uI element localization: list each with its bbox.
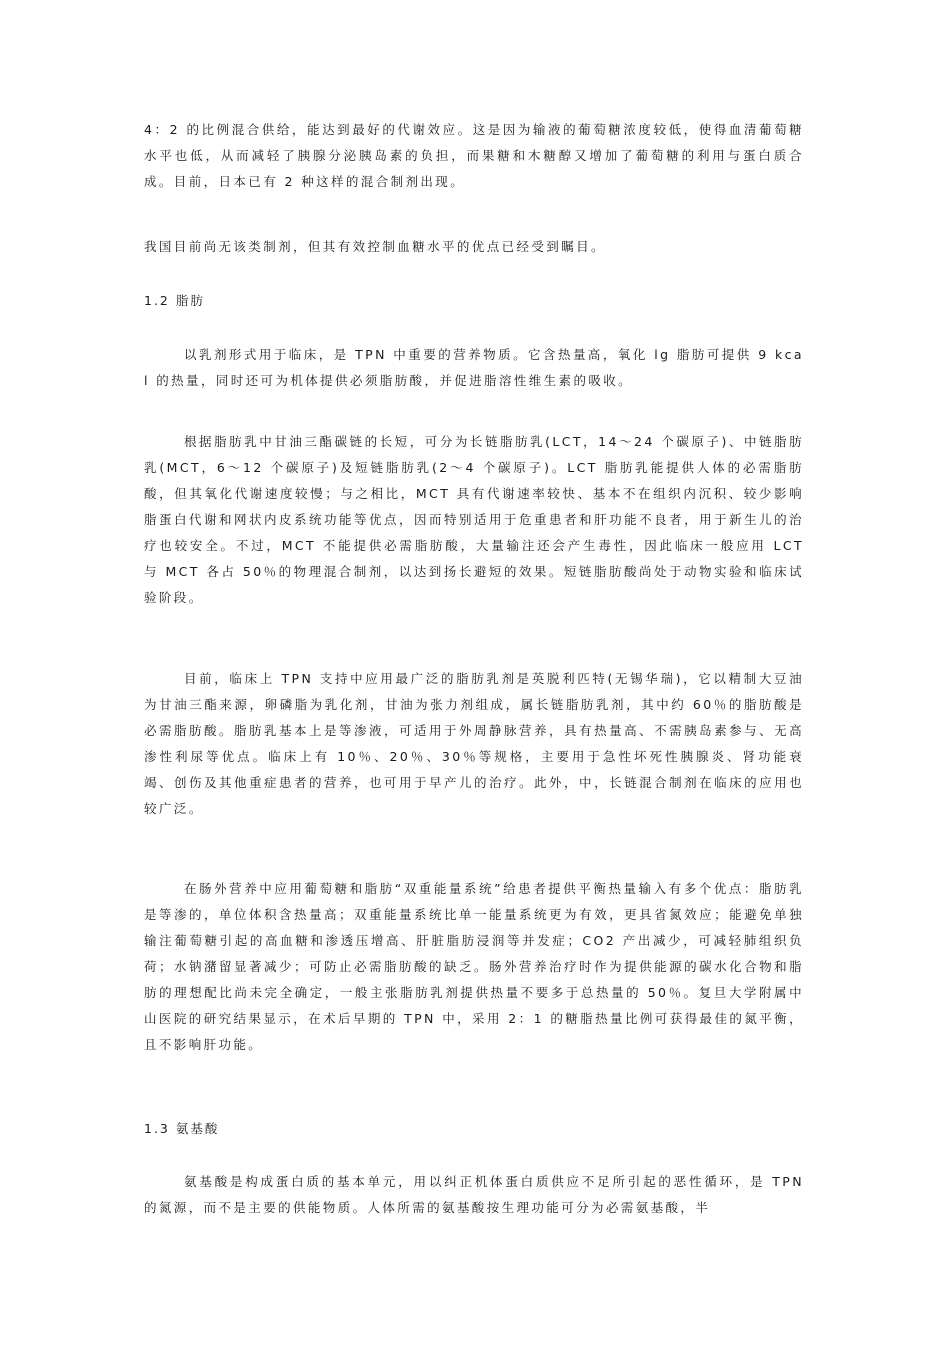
paragraph-amino-acids-intro: 氨基酸是构成蛋白质的基本单元，用以纠正机体蛋白质供应不足所引起的恶性循环，是 TPN 的氮源，而不是主要的供能物质。人体所需的氨基酸按生理功能可分为必需氨基酸，半	[144, 1174, 804, 1215]
paragraph-fat-emulsion-types: 根据脂肪乳中甘油三酯碳链的长短，可分为长链脂肪乳(LCT，14～24 个碳原子)、中链脂肪乳(MCT，6～12 个碳原子)及短链脂肪乳(2～4 个碳原子)。LCT 脂肪乳能提供人体的必需脂肪酸，但其氧化代谢速度较慢；与之相比，MCT 具有代谢速率较快、基本不在组织内沉积、较少影响脂蛋白代谢和网状内皮系统功能等优点，因而特别适用于危重患者和肝功能不良者，用于新生儿的治疗也较安全。不过，MCT 不能提供必需脂肪酸，大量输注还会产生毒性，因此临床一般应用 LCT 与 MCT 各占 50％的物理混合制剂，以达到扬长避短的效果。短链脂肪酸尚处于动物实验和临床试验阶段。	[144, 434, 804, 605]
section-heading-fat: 1.2 脂肪	[144, 293, 205, 308]
paragraph-fat-intro: 以乳剂形式用于临床，是 TPN 中重要的营养物质。它含热量高，氧化 lg 脂肪可提供 9 kcal 的热量，同时还可为机体提供必须脂肪酸，并促进脂溶性维生素的吸收。	[144, 347, 804, 388]
paragraph-dual-energy-system: 在肠外营养中应用葡萄糖和脂肪“双重能量系统”给患者提供平衡热量输入有多个优点：脂肪乳是等渗的，单位体积含热量高；双重能量系统比单一能量系统更为有效，更具省氮效应；能避免单独输注葡萄糖引起的高血糖和渗透压增高、肝脏脂肪浸润等并发症；CO2 产出减少，可减轻肺组织负荷；水钠潴留显著减少；可防止必需脂肪酸的缺乏。肠外营养治疗时作为提供能源的碳水化合物和脂肪的理想配比尚未完全确定，一般主张脂肪乳剂提供热量不要多于总热量的 50％。复旦大学附属中山医院的研究结果显示，在术后早期的 TPN 中，采用 2：1 的糖脂热量比例可获得最佳的氮平衡，且不影响肝功能。	[144, 881, 804, 1052]
section-heading-amino-acids: 1.3 氨基酸	[144, 1121, 220, 1136]
paragraph-domestic-status: 我国目前尚无该类制剂，但其有效控制血糖水平的优点已经受到瞩目。	[144, 239, 606, 254]
paragraph-clinical-use: 目前，临床上 TPN 支持中应用最广泛的脂肪乳剂是英脱利匹特(无锡华瑞)，它以精制大豆油为甘油三酯来源，卵磷脂为乳化剂，甘油为张力剂组成，属长链脂肪乳剂，其中约 60％的脂肪酸是必需脂肪酸。脂肪乳基本上是等渗液，可适用于外周静脉营养，具有热量高、不需胰岛素参与、无高渗性利尿等优点。临床上有 10％、20％、30％等规格，主要用于急性坏死性胰腺炎、肾功能衰竭、创伤及其他重症患者的营养，也可用于早产儿的治疗。此外，中，长链混合制剂在临床的应用也较广泛。	[144, 671, 804, 816]
paragraph-mixed-infusion: 4：2 的比例混合供给，能达到最好的代谢效应。这是因为输液的葡萄糖浓度较低，使得血清葡萄糖水平也低，从而减轻了胰腺分泌胰岛素的负担，而果糖和木糖醇又增加了葡萄糖的利用与蛋白质合成。目前，日本已有 2 种这样的混合制剂出现。	[144, 122, 804, 189]
